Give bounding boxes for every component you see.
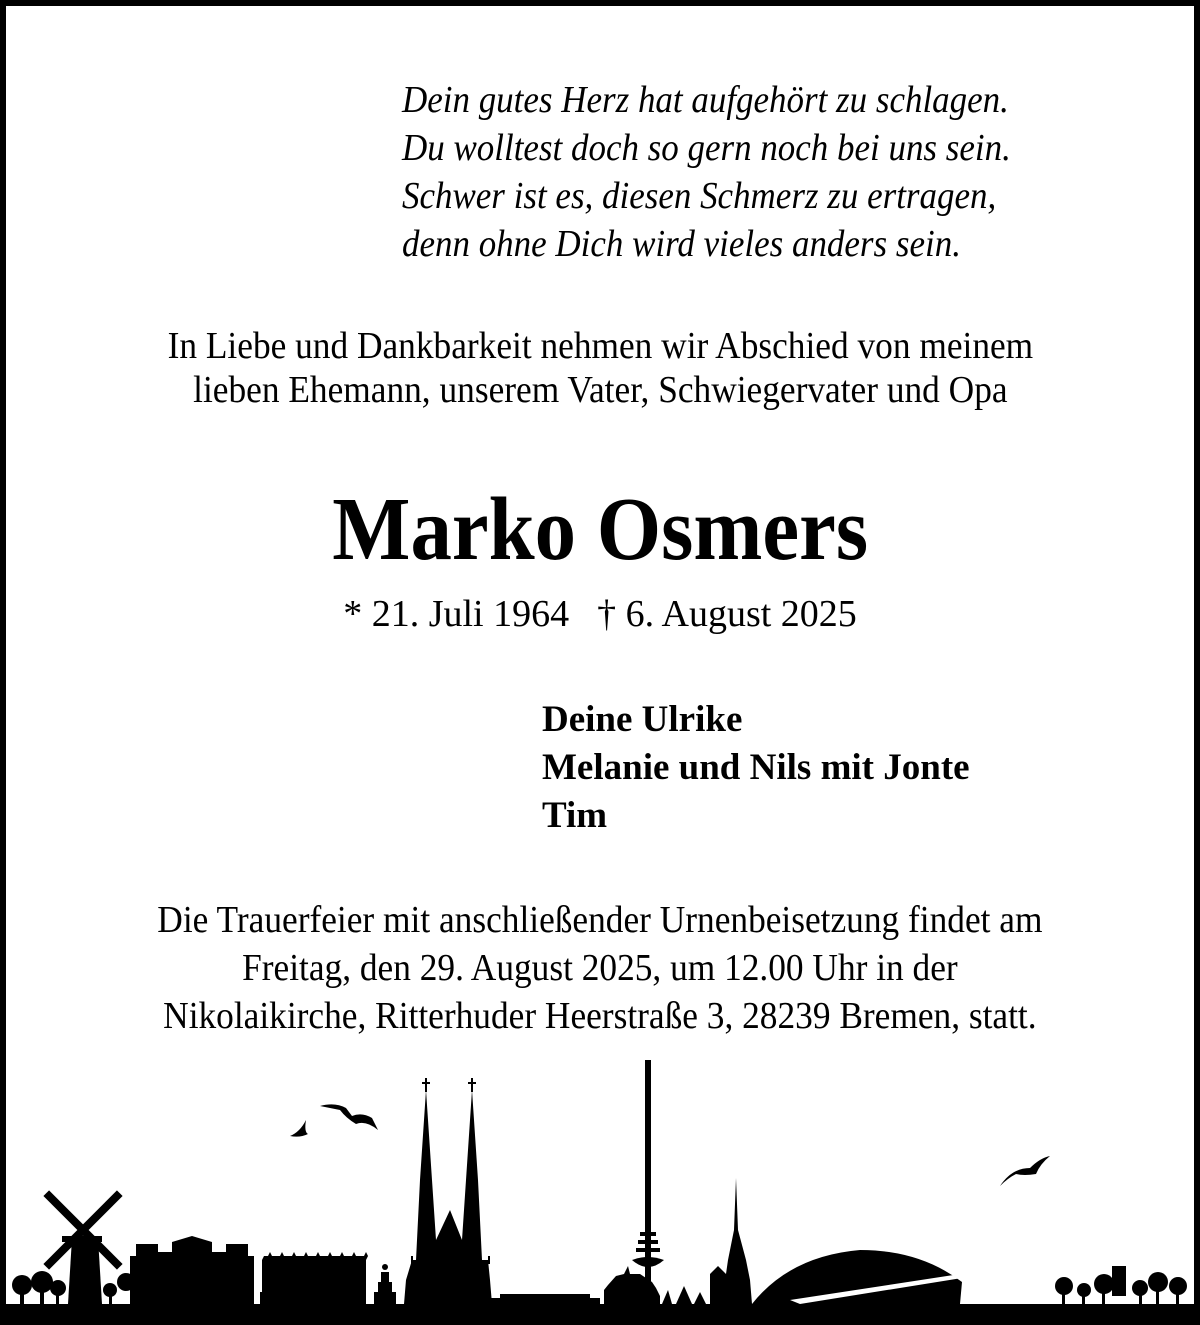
intro-line: lieben Ehemann, unserem Vater, Schwiegervater und Opa (192, 369, 1008, 411)
service-line: Die Trauerfeier mit anschließender Urnenbeisetzung findet am (157, 899, 1043, 941)
poem (402, 76, 1011, 268)
poem-line: denn ohne Dich wird vieles anders sein. (402, 223, 961, 265)
deceased-name-text: Marko Osmers (332, 480, 868, 579)
poem-line: Du wolltest doch so gern noch bei uns sein. (402, 127, 1011, 169)
deceased-name (6, 480, 1194, 580)
funeral-service-info (6, 896, 1194, 1040)
bremen-skyline-icon (0, 1060, 1200, 1325)
family-line: Tim (542, 795, 608, 836)
life-dates (6, 591, 1194, 637)
death-date: † 6. August 2025 (597, 593, 857, 635)
family-line: Melanie und Nils mit Jonte (542, 747, 970, 788)
poem-line: Dein gutes Herz hat aufgehört zu schlagen. (402, 79, 1009, 121)
intro-text (6, 324, 1194, 412)
family-line: Deine Ulrike (542, 699, 743, 740)
birth-date: * 21. Juli 1964 (343, 593, 570, 635)
intro-line: In Liebe und Dankbarkeit nehmen wir Abschied von meinem (167, 325, 1033, 367)
service-line: Freitag, den 29. August 2025, um 12.00 Uhr in der (242, 947, 958, 989)
family-signatures (542, 696, 970, 840)
poem-line: Schwer ist es, diesen Schmerz zu ertragen, (402, 175, 997, 217)
service-line: Nikolaikirche, Ritterhuder Heerstraße 3, 28239 Bremen, statt. (163, 995, 1037, 1037)
